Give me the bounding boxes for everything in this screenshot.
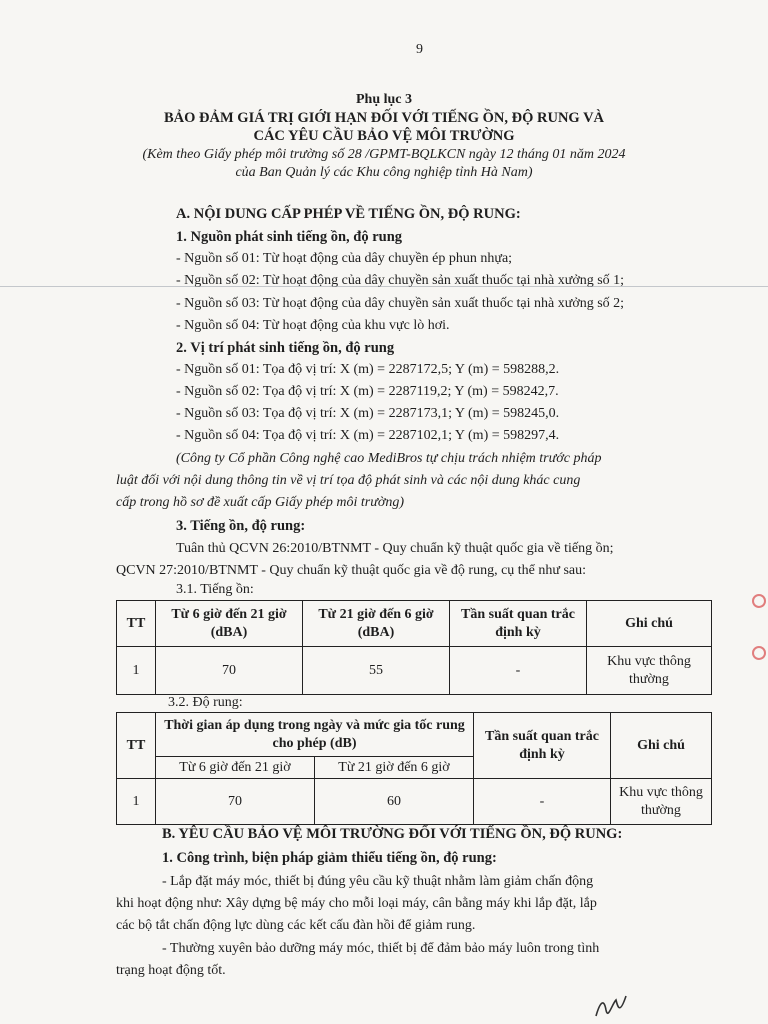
- appendix-title-line2: CÁC YÊU CẦU BẢO VỆ MÔI TRƯỜNG: [253, 128, 515, 144]
- measure-paragraph: - Lắp đặt máy móc, thiết bị đúng yêu cầu kỹ thuật nhằm làm giảm chấn động: [162, 874, 594, 889]
- table-cell: 1: [117, 647, 156, 695]
- section-a3-heading: 3. Tiếng ồn, độ rung:: [176, 518, 306, 534]
- table-header-cell: Từ 21 giờ đến 6 giờ (dBA): [303, 601, 450, 647]
- coordinate-item: - Nguồn số 02: Tọa độ vị trí: X (m) = 2287119,2; Y (m) = 598242,7.: [176, 384, 559, 399]
- section-b1-heading: 1. Công trình, biện pháp giảm thiểu tiếng ồn, độ rung:: [162, 850, 497, 866]
- appendix-label: Phụ lục 3: [355, 92, 412, 107]
- table-cell: -: [450, 647, 587, 695]
- responsibility-note: (Công ty Cổ phần Công nghệ cao MediBros tự chịu trách nhiệm trước pháp: [176, 451, 602, 466]
- table-header-cell: Từ 21 giờ đến 6 giờ: [315, 757, 474, 779]
- source-item: - Nguồn số 03: Từ hoạt động của dây chuyền sản xuất thuốc tại nhà xưởng số 2;: [176, 296, 625, 311]
- source-item: - Nguồn số 02: Từ hoạt động của dây chuyền sản xuất thuốc tại nhà xưởng số 1;: [176, 273, 625, 288]
- table-cell: 1: [117, 779, 156, 825]
- source-item: - Nguồn số 01: Từ hoạt động của dây chuyền ép phun nhựa;: [176, 251, 513, 266]
- vibration-table-caption: 3.2. Độ rung:: [168, 695, 243, 710]
- vibration-limit-table: [116, 712, 712, 825]
- table-header-cell: Ghi chú: [611, 713, 712, 779]
- measure-paragraph: - Thường xuyên bảo dưỡng máy móc, thiết bị để đảm bảo máy luôn trong tình: [162, 941, 600, 956]
- page-number: 9: [416, 42, 423, 57]
- seal-mark: [752, 646, 766, 660]
- source-item: - Nguồn số 04: Từ hoạt động của khu vực lò hơi.: [176, 318, 450, 333]
- table-header-cell: Từ 6 giờ đến 21 giờ (dBA): [156, 601, 303, 647]
- table-cell: Khu vực thông thường: [587, 647, 712, 695]
- table-cell: -: [474, 779, 611, 825]
- table-header-cell: Ghi chú: [587, 601, 712, 647]
- signature-mark: [592, 990, 636, 1024]
- table-header-cell: TT: [117, 713, 156, 779]
- coordinate-item: - Nguồn số 01: Tọa độ vị trí: X (m) = 2287172,5; Y (m) = 598288,2.: [176, 362, 560, 377]
- table-cell: 60: [315, 779, 474, 825]
- table-header-row: [117, 713, 712, 757]
- regulation-text: Tuân thủ QCVN 26:2010/BTNMT - Quy chuẩn kỹ thuật quốc gia về tiếng ồn;: [176, 541, 614, 556]
- table-row: [117, 647, 712, 695]
- table-row: [117, 779, 712, 825]
- red-seal-stamp: [748, 580, 768, 700]
- noise-limit-table: [116, 600, 712, 695]
- coordinate-item: - Nguồn số 03: Tọa độ vị trí: X (m) = 2287173,1; Y (m) = 598245,0.: [176, 406, 560, 421]
- noise-table-caption: 3.1. Tiếng ồn:: [176, 582, 254, 597]
- table-cell: 70: [156, 779, 315, 825]
- table-cell: 70: [156, 647, 303, 695]
- appendix-subtitle-line1: (Kèm theo Giấy phép môi trường số 28 /GPMT-BQLKCN ngày 12 tháng 01 năm 2024: [142, 147, 626, 162]
- appendix-subtitle-line2: của Ban Quản lý các Khu công nghiệp tỉnh Hà Nam): [235, 165, 533, 180]
- responsibility-note: cấp trong hồ sơ đề xuất cấp Giấy phép môi trường): [116, 495, 405, 510]
- section-a1-heading: 1. Nguồn phát sinh tiếng ồn, độ rung: [176, 229, 403, 245]
- table-header-cell: Tần suất quan trắc định kỳ: [450, 601, 587, 647]
- regulation-text: QCVN 27:2010/BTNMT - Quy chuẩn kỹ thuật quốc gia về độ rung, cụ thể như sau:: [116, 563, 587, 578]
- table-cell: 55: [303, 647, 450, 695]
- responsibility-note: luật đối với nội dung thông tin về vị trí tọa độ phát sinh và các nội dung khác cung: [116, 473, 581, 488]
- coordinate-item: - Nguồn số 04: Tọa độ vị trí: X (m) = 2287102,1; Y (m) = 598297,4.: [176, 428, 560, 443]
- measure-paragraph: khi hoạt động như: Xây dựng bệ máy cho mỗi loại máy, cân bằng máy khi lắp đặt, lắp: [116, 896, 597, 911]
- section-a2-heading: 2. Vị trí phát sinh tiếng ồn, độ rung: [176, 340, 395, 356]
- table-header-row: [117, 601, 712, 647]
- table-header-cell: Thời gian áp dụng trong ngày và mức gia tốc rung cho phép (dB): [156, 713, 474, 757]
- scan-line: [0, 286, 768, 287]
- section-b-heading: B. YÊU CẦU BẢO VỆ MÔI TRƯỜNG ĐỐI VỚI TIẾNG ỒN, ĐỘ RUNG:: [162, 826, 623, 842]
- table-header-cell: Tần suất quan trắc định kỳ: [474, 713, 611, 779]
- measure-paragraph: trạng hoạt động tốt.: [116, 963, 226, 978]
- table-header-cell: Từ 6 giờ đến 21 giờ: [156, 757, 315, 779]
- section-a-heading: A. NỘI DUNG CẤP PHÉP VỀ TIẾNG ỒN, ĐỘ RUNG:: [176, 206, 521, 222]
- measure-paragraph: các bộ tắt chấn động lực dùng các kết cấu đàn hồi để giảm rung.: [116, 918, 476, 933]
- seal-mark: [752, 594, 766, 608]
- table-header-cell: TT: [117, 601, 156, 647]
- table-cell: Khu vực thông thường: [611, 779, 712, 825]
- appendix-title-line1: BẢO ĐẢM GIÁ TRỊ GIỚI HẠN ĐỐI VỚI TIẾNG ỒN, ĐỘ RUNG VÀ: [163, 110, 605, 126]
